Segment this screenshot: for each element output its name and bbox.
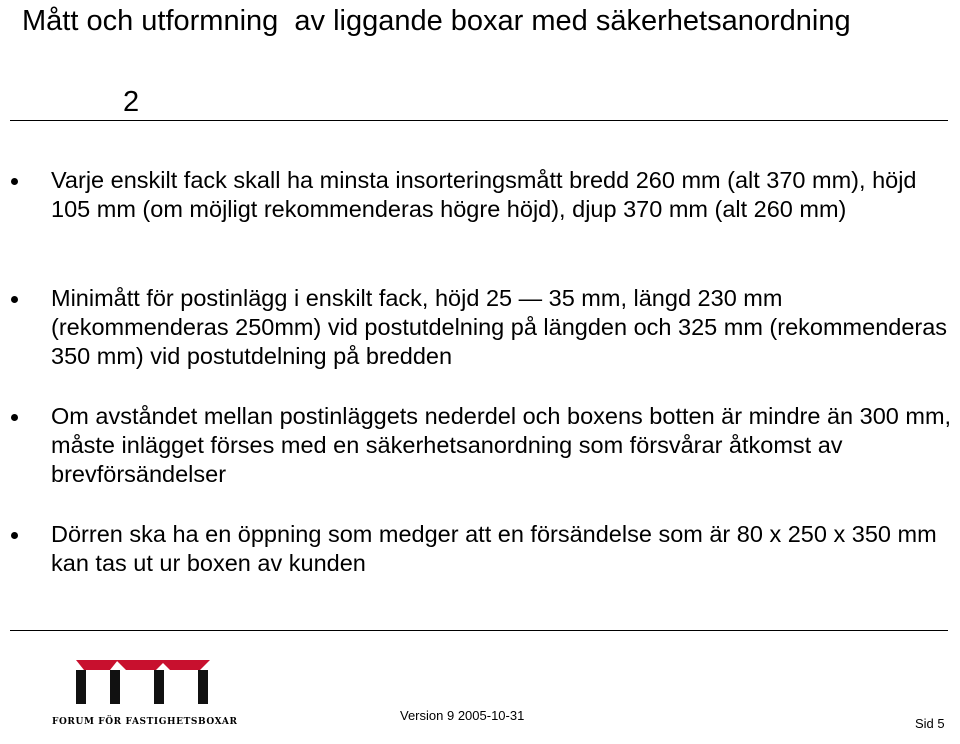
bullet-text: Varje enskilt fack skall ha minsta insorteringsmått bredd 260 mm (alt 370 mm), höjd 105 mm (om möjligt rekommenderas högre höjd), djup 370 mm (alt 260 mm) <box>51 167 917 222</box>
bullet-item <box>51 284 956 371</box>
bullet-text: Dörren ska ha en öppning som medger att en försändelse som är 80 x 250 x 350 mm kan tas ut ur boxen av kunden <box>51 521 937 576</box>
footer-divider <box>10 630 948 631</box>
version-label: Version 9 2005-10-31 <box>400 708 525 723</box>
bullet-item <box>51 166 956 224</box>
bullet-text: Minimått för postinlägg i enskilt fack, höjd 25 — 35 mm, längd 230 mm (rekommenderas 250mm) vid postutdelning på längden och 325 mm (rekommenderas 350 mm) vid postutdelning på bredden <box>51 285 948 369</box>
page-number: Sid 5 <box>915 716 945 731</box>
bullet-dot-icon <box>11 296 18 303</box>
logo-shapes <box>76 660 210 704</box>
bullet-text: Om avståndet mellan postinläggets nederdel och boxens botten är mindre än 300 mm, måste inlägget förses med en säkerhetsanordning som försvårar åtkomst av brevförsändelser <box>51 403 952 487</box>
bullet-dot-icon <box>11 414 18 421</box>
title-divider <box>10 120 948 121</box>
logo-text: FORUM FÖR FASTIGHETSBOXAR <box>52 717 238 727</box>
bullet-item <box>51 520 956 578</box>
slide-title-number: 2 <box>123 86 140 118</box>
slide-title: Mått och utformning av liggande boxar med säkerhetsanordning <box>22 5 851 37</box>
bullet-dot-icon <box>11 178 18 185</box>
bullet-dot-icon <box>11 532 18 539</box>
bullet-item <box>51 402 956 489</box>
